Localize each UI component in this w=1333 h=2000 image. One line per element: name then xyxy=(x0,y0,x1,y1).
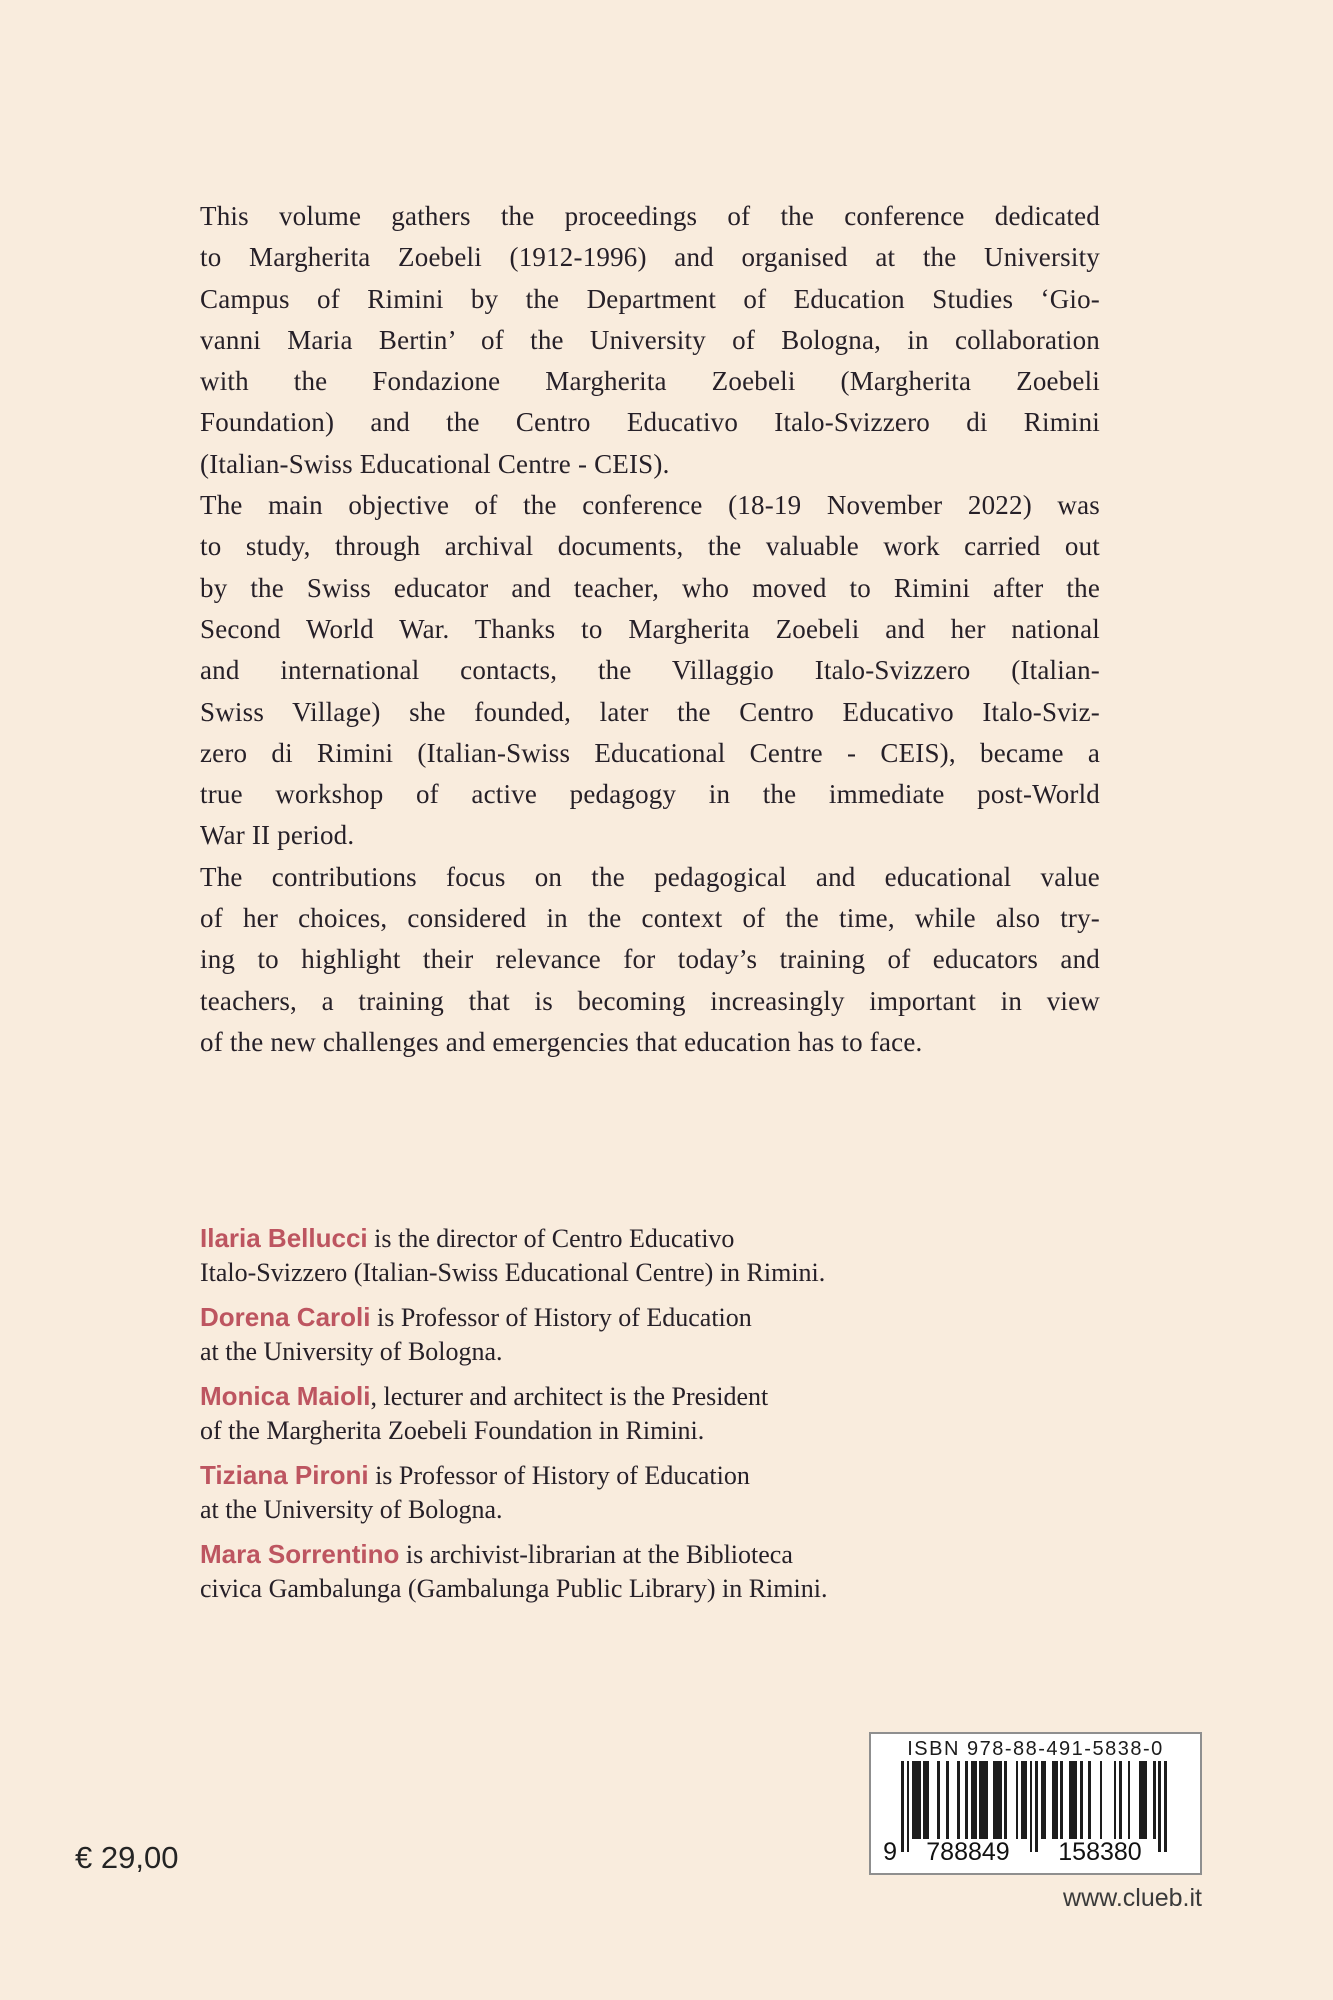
barcode-first-digit: 9 xyxy=(883,1838,897,1866)
blurb-line: by the Swiss educator and teacher, who moved to Rimini after the xyxy=(200,572,1100,603)
blurb-line: and international contacts, the Villaggio Italo-Svizzero (Italian- xyxy=(200,655,1100,686)
blurb-line: Second World War. Thanks to Margherita Zoebeli and her national xyxy=(200,613,1100,644)
bio-author-name: Tiziana Pironi xyxy=(200,1460,369,1490)
price: € 29,00 xyxy=(75,1840,179,1875)
author-bios xyxy=(200,1221,980,1616)
blurb-line: true workshop of active pedagogy in the immediate post-World xyxy=(200,779,1100,810)
barcode-group2: 158380 xyxy=(1058,1838,1142,1866)
blurb-line: Foundation) and the Centro Educativo Italo-Svizzero di Rimini xyxy=(200,407,1100,438)
blurb-line: Campus of Rimini by the Department of Education Studies ‘Gio- xyxy=(200,283,1100,314)
bio-author-name: Monica Maioli xyxy=(200,1381,371,1411)
blurb-line: The contributions focus on the pedagogical and educational value xyxy=(200,861,1100,892)
bio-author-name: Mara Sorrentino xyxy=(200,1539,400,1569)
bio-item: Mara Sorrentino is archivist-librarian at the Biblioteca civica Gambalunga (Gambalunga Public Library) in Rimini. xyxy=(200,1539,828,1603)
bio-author-name: Ilaria Bellucci xyxy=(200,1223,368,1253)
blurb-line: Swiss Village) she founded, later the Centro Educativo Italo-Sviz- xyxy=(200,696,1100,727)
barcode-box xyxy=(869,1732,1202,1875)
blurb-line: War II period. xyxy=(200,820,355,851)
blurb-line: of her choices, considered in the context of the time, while also try- xyxy=(200,903,1100,934)
bio-item: Tiziana Pironi is Professor of History of Education at the University of Bologna. xyxy=(200,1460,750,1524)
blurb-line: zero di Rimini (Italian-Swiss Educational Centre - CEIS), became a xyxy=(200,737,1100,768)
blurb-line: (Italian-Swiss Educational Centre - CEIS). xyxy=(200,448,670,479)
bio-item: Dorena Caroli is Professor of History of Education at the University of Bologna. xyxy=(200,1302,752,1366)
blurb-line: The main objective of the conference (18-19 November 2022) was xyxy=(200,490,1100,521)
publisher-website: www.clueb.it xyxy=(1063,1884,1202,1912)
barcode-digits xyxy=(871,1838,1200,1868)
blurb-line: teachers, a training that is becoming increasingly important in view xyxy=(200,985,1100,1016)
bio-author-name: Dorena Caroli xyxy=(200,1302,371,1332)
barcode-group1: 788849 xyxy=(926,1838,1010,1866)
blurb-line: to Margherita Zoebeli (1912-1996) and organised at the University xyxy=(200,242,1100,273)
blurb-line: with the Fondazione Margherita Zoebeli (Margherita Zoebeli xyxy=(200,366,1100,397)
blurb-line: vanni Maria Bertin’ of the University of Bologna, in collaboration xyxy=(200,324,1100,355)
bio-item: Monica Maioli, lecturer and architect is the President of the Margherita Zoebeli Foundation in Rimini. xyxy=(200,1381,769,1445)
isbn-label: ISBN 978-88-491-5838-0 xyxy=(907,1738,1164,1760)
blurb-line: This volume gathers the proceedings of the conference dedicated xyxy=(200,201,1100,231)
bio-item: Ilaria Bellucci is the director of Centro Educativo Italo-Svizzero (Italian-Swiss Educational Centre) in Rimini. xyxy=(200,1223,826,1287)
blurb xyxy=(200,196,1100,1063)
blurb-line: of the new challenges and emergencies that education has to face. xyxy=(200,1026,923,1057)
blurb-line: ing to highlight their relevance for today’s training of educators and xyxy=(200,944,1100,975)
blurb-line: to study, through archival documents, the valuable work carried out xyxy=(200,531,1100,562)
